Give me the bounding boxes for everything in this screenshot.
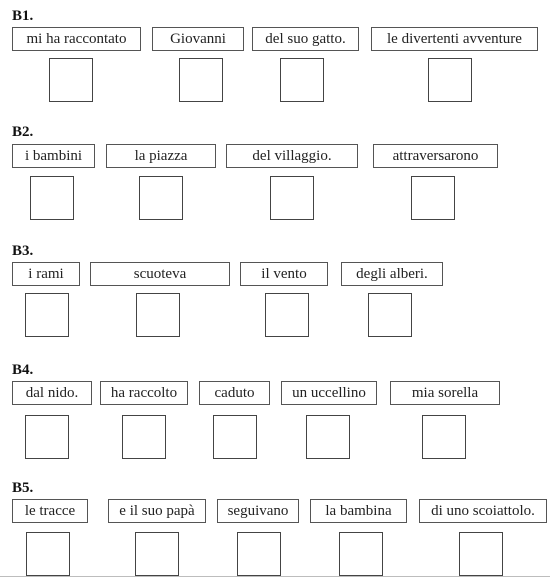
word-chip: i rami — [12, 262, 80, 286]
word-chip: scuoteva — [90, 262, 230, 286]
order-answer-box[interactable] — [411, 176, 455, 220]
exercise-title-b4: B4. — [12, 362, 34, 378]
order-answer-box[interactable] — [237, 532, 281, 576]
order-answer-box[interactable] — [179, 58, 223, 102]
order-answer-box[interactable] — [306, 415, 350, 459]
order-answer-box[interactable] — [459, 532, 503, 576]
word-chip: e il suo papà — [108, 499, 206, 523]
word-chip: i bambini — [12, 144, 95, 168]
exercise-title-b2: B2. — [12, 124, 34, 140]
word-chip: la piazza — [106, 144, 216, 168]
page-divider — [0, 576, 550, 577]
order-answer-box[interactable] — [139, 176, 183, 220]
order-answer-box[interactable] — [428, 58, 472, 102]
word-chip: la bambina — [310, 499, 407, 523]
word-chip: le divertenti avventure — [371, 27, 538, 51]
order-answer-box[interactable] — [265, 293, 309, 337]
order-answer-box[interactable] — [30, 176, 74, 220]
word-chip: degli alberi. — [341, 262, 443, 286]
order-answer-box[interactable] — [422, 415, 466, 459]
word-chip: ha raccolto — [100, 381, 188, 405]
exercise-title-b1: B1. — [12, 8, 34, 24]
word-chip: attraversarono — [373, 144, 498, 168]
word-chip: il vento — [240, 262, 328, 286]
word-chip: del villaggio. — [226, 144, 358, 168]
exercise-title-b3: B3. — [12, 243, 34, 259]
order-answer-box[interactable] — [270, 176, 314, 220]
exercise-title-b5: B5. — [12, 480, 34, 496]
word-chip: le tracce — [12, 499, 88, 523]
order-answer-box[interactable] — [25, 415, 69, 459]
order-answer-box[interactable] — [368, 293, 412, 337]
word-chip: Giovanni — [152, 27, 244, 51]
word-chip: un uccellino — [281, 381, 377, 405]
word-chip: seguivano — [217, 499, 299, 523]
word-chip: mia sorella — [390, 381, 500, 405]
word-chip: dal nido. — [12, 381, 92, 405]
order-answer-box[interactable] — [213, 415, 257, 459]
order-answer-box[interactable] — [26, 532, 70, 576]
order-answer-box[interactable] — [25, 293, 69, 337]
word-chip: del suo gatto. — [252, 27, 359, 51]
word-chip: mi ha raccontato — [12, 27, 141, 51]
order-answer-box[interactable] — [135, 532, 179, 576]
word-chip: di uno scoiattolo. — [419, 499, 547, 523]
order-answer-box[interactable] — [122, 415, 166, 459]
order-answer-box[interactable] — [136, 293, 180, 337]
order-answer-box[interactable] — [49, 58, 93, 102]
word-chip: caduto — [199, 381, 270, 405]
order-answer-box[interactable] — [339, 532, 383, 576]
order-answer-box[interactable] — [280, 58, 324, 102]
